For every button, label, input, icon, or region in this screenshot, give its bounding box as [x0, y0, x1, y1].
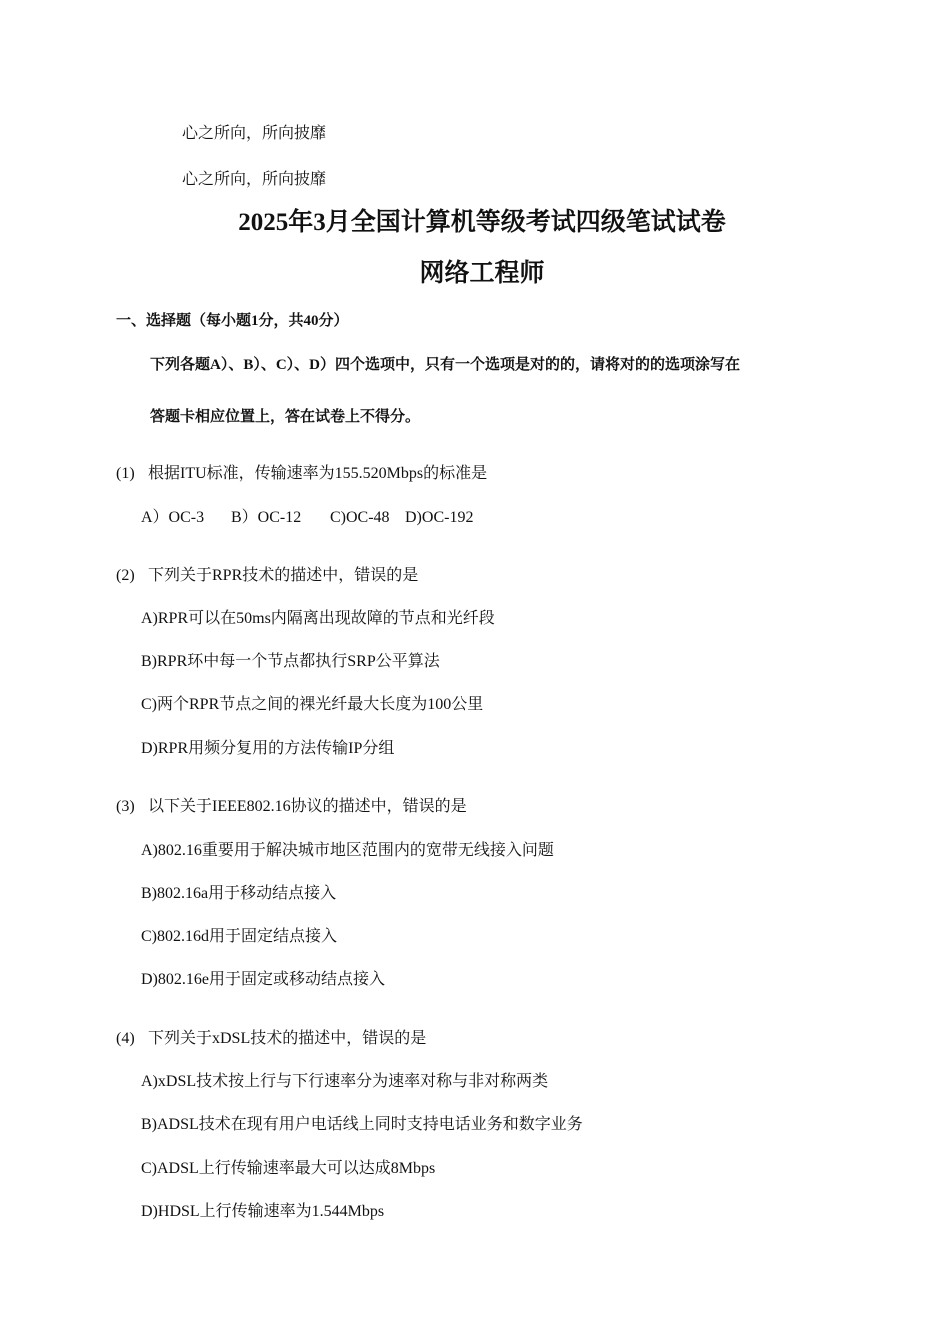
question-text: 下列关于xDSL技术的描述中，错误的是: [148, 1030, 427, 1047]
exam-subtitle: 网络工程师: [419, 260, 545, 287]
section-instruction-line-1: 下列各题A）、B）、C）、D）四个选项中，只有一个选项是对的的，请将对的的选项涂写在: [150, 357, 741, 373]
option-d: D)RPR用频分复用的方法传输IP分组: [141, 740, 395, 757]
option-c: C)两个RPR节点之间的裸光纤最大长度为100公里: [141, 696, 484, 713]
motto-line-1: 心之所向，所向披靡: [182, 123, 327, 142]
option-a: A)xDSL技术按上行与下行速率分为速率对称与非对称两类: [141, 1073, 549, 1090]
option-c: C)802.16d用于固定结点接入: [141, 928, 338, 945]
question-text: 根据ITU标准，传输速率为155.520Mbps的标准是: [148, 465, 488, 482]
section-instruction-line-2: 答题卡相应位置上，答在试卷上不得分。: [150, 409, 421, 425]
question-text: 下列关于RPR技术的描述中，错误的是: [148, 567, 419, 584]
option-d: D)HDSL上行传输速率为1.544Mbps: [141, 1203, 385, 1220]
option-b: B)802.16a用于移动结点接入: [141, 885, 337, 902]
question-number: (3): [116, 798, 135, 815]
section-heading: 一、选择题（每小题1分，共40分）: [116, 313, 349, 329]
option-b: B）OC-12: [231, 509, 302, 526]
question-3: [116, 797, 467, 817]
option-a: A）OC-3: [141, 509, 205, 526]
motto-line-2: 心之所向，所向披靡: [182, 169, 327, 188]
question-1-options: [141, 508, 473, 528]
option-b: B)ADSL技术在现有用户电话线上同时支持电话业务和数字业务: [141, 1116, 583, 1133]
question-text: 以下关于IEEE802.16协议的描述中，错误的是: [148, 798, 467, 815]
option-d: D)802.16e用于固定或移动结点接入: [141, 971, 385, 988]
option-a: A)802.16重要用于解决城市地区范围内的宽带无线接入问题: [141, 842, 554, 859]
question-2: [116, 566, 418, 586]
exam-title: 2025年3月全国计算机等级考试四级笔试试卷: [238, 209, 726, 236]
option-c: C)OC-48: [330, 509, 390, 526]
question-4: [116, 1029, 426, 1049]
question-number: (4): [116, 1030, 135, 1047]
option-b: B)RPR环中每一个节点都执行SRP公平算法: [141, 653, 440, 670]
question-number: (1): [116, 465, 135, 482]
option-c: C)ADSL上行传输速率最大可以达成8Mbps: [141, 1160, 436, 1177]
option-a: A)RPR可以在50ms内隔离出现故障的节点和光纤段: [141, 610, 495, 627]
question-number: (2): [116, 567, 135, 584]
option-d: D)OC-192: [405, 509, 474, 526]
question-1: [116, 464, 487, 484]
